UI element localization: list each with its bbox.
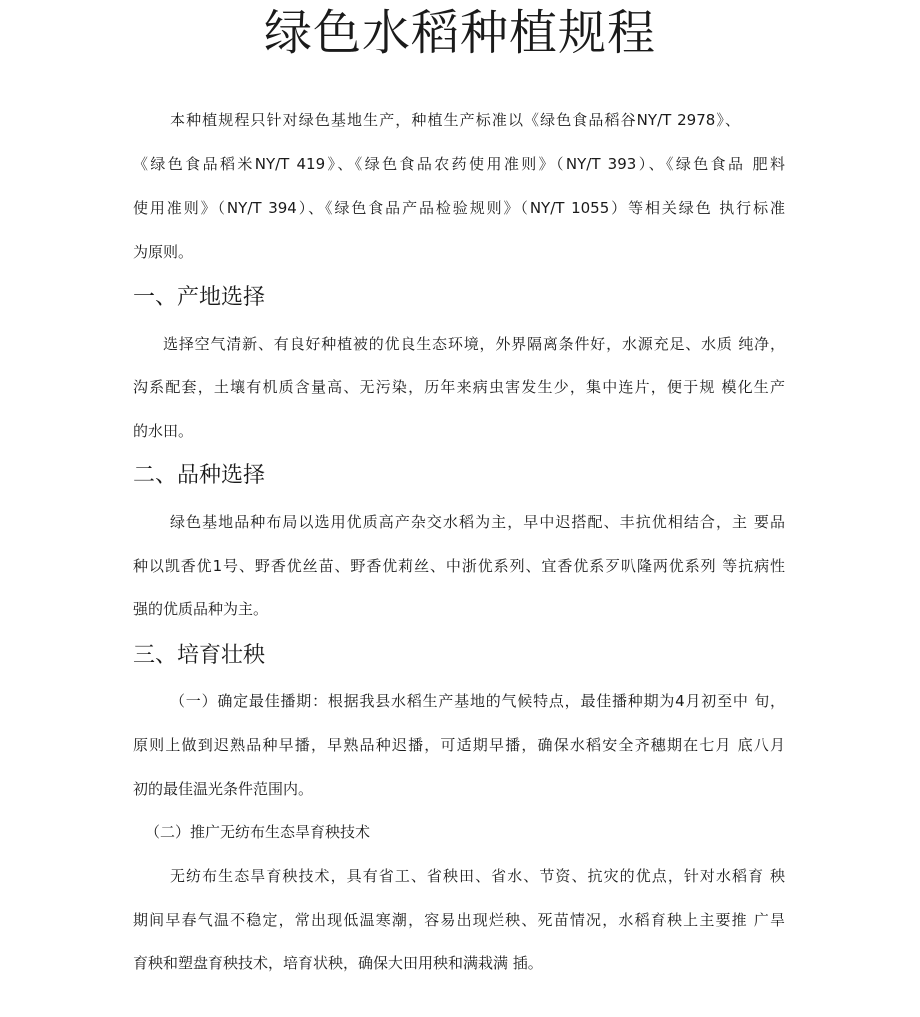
section3-subheading: （二）推广无纺布生态旱育秧技术: [145, 823, 371, 841]
section3-p2-line-2: 期间早春气温不稳定，常出现低温寒潮，容易出现烂秧、死苗情况，水稻育秧上主要推 广旱: [133, 911, 785, 929]
section2-line-3: 强的优质品种为主。: [133, 600, 269, 618]
section3-p2-line-1: 无纺布生态旱育秧技术，具有省工、省秧田、省水、节资、抗灾的优点，针对水稻育 秧: [170, 867, 785, 885]
section1-line-1: 选择空气清新、有良好种植被的优良生态环境，外界隔离条件好，水源充足、水质 纯净，: [163, 335, 785, 353]
section3-p1-line-2: 原则上做到迟熟品种早播，早熟品种迟播，可适期早播，确保水稻安全齐穗期在七月 底八月: [133, 736, 785, 754]
section1-line-3: 的水田。: [133, 422, 194, 440]
intro-line-4: 为原则。: [133, 243, 194, 261]
intro-line-3: 使用准则》（NY/T 394）、《绿色食品产品检验规则》（NY/T 1055）等相关绿色 执行标准: [133, 199, 785, 217]
section3-p2-line-3: 育秧和塑盘育秧技术，培育状秧，确保大田用秧和满栽满 插。: [133, 954, 543, 972]
intro-line-2: 《绿色食品稻米NY/T 419》、《绿色食品农药使用准则》（NY/T 393）、《绿色食品 肥料: [133, 155, 785, 173]
section2-line-1: 绿色基地品种布局以选用优质高产杂交水稻为主，早中迟搭配、丰抗优相结合，主 要品: [170, 513, 785, 531]
section-heading-seedling: 三、培育壮秧: [133, 643, 266, 668]
section-heading-origin: 一、产地选择: [133, 285, 266, 310]
section3-p1-line-1: （一）确定最佳播期：根据我县水稻生产基地的气候特点，最佳播种期为4月初至中 旬，: [170, 692, 785, 710]
section3-p1-line-3: 初的最佳温光条件范围内。: [133, 780, 314, 798]
section-heading-variety: 二、品种选择: [133, 463, 266, 488]
section2-line-2: 种以凯香优1号、野香优丝苗、野香优莉丝、中浙优系列、宜香优系歹叭隆两优系列 等抗病性: [133, 557, 785, 575]
document-title: 绿色水稻种植规程: [263, 5, 656, 61]
section1-line-2: 沟系配套，土壤有机质含量高、无污染，历年来病虫害发生少，集中连片，便于规 模化生产: [133, 378, 785, 396]
intro-line-1: 本种植规程只针对绿色基地生产，种植生产标准以《绿色食品稻谷NY/T 2978》、: [170, 111, 740, 129]
